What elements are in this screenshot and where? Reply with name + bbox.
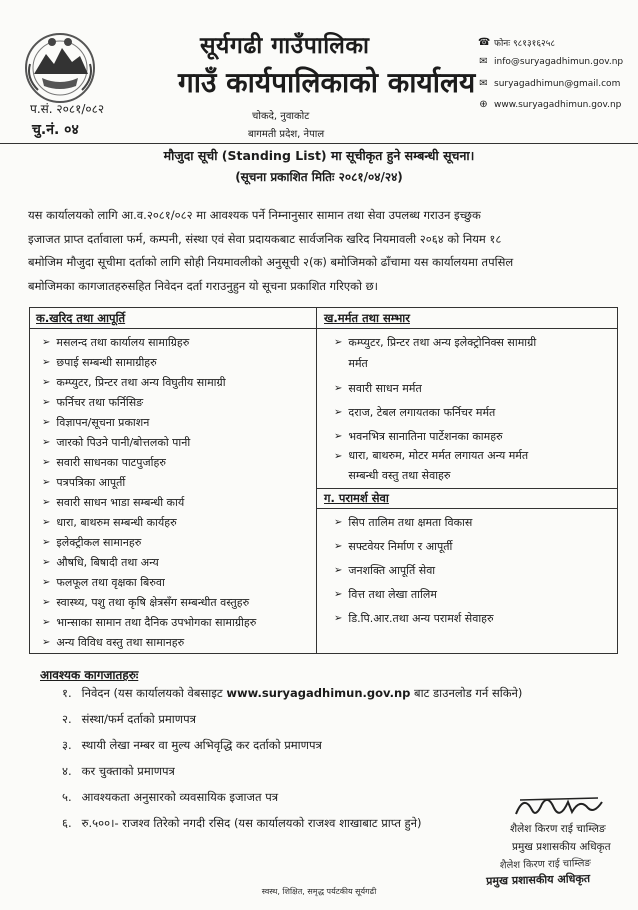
arrow-bullet-icon: ➢ (334, 541, 343, 552)
arrow-bullet-icon: ➢ (42, 597, 51, 608)
list-item: ➢ भान्साका सामान तथा दैनिक उपभोगका सामाग्रीहरु (42, 612, 256, 633)
list-item: ➢ अन्य विविध वस्तु तथा सामानहरु (42, 632, 184, 653)
list-item: ➢ जारको पिउने पानी/बोत्तलको पानी (42, 432, 190, 453)
notice-intro (28, 204, 618, 298)
document-item: ४. कर चुक्ताको प्रमाणपत्र (62, 764, 175, 778)
official-stamp: शैलेश किरण राई चाम्लिङ प्रमुख प्रशासकीय अधिकृत (486, 857, 591, 888)
arrow-bullet-icon: ➢ (42, 637, 51, 648)
table-section-divider (316, 488, 617, 489)
address-line-1: चोकदे, नुवाकोट (252, 111, 310, 122)
list-item: ➢ धारा, बाथरुम सम्बन्धी कार्यहरु (42, 512, 177, 533)
list-item: ➢ मसलन्द तथा कार्यालय सामाग्रिहरु (42, 332, 189, 353)
section-heading-consulting: ग. परामर्श सेवा (324, 491, 389, 505)
municipality-name: सूर्यगढी गाउँपालिका (200, 33, 370, 59)
signatory-name: शैलेश किरण राई चाम्लिङ (510, 823, 606, 835)
contact-website[interactable]: ⊕ www.suryagadhimun.gov.np (479, 99, 622, 110)
category-table (29, 307, 618, 654)
phone-icon: ☎ (478, 37, 491, 48)
table-section-divider (316, 508, 617, 509)
list-item: ➢ सवारी साधन भाडा सम्बन्धी कार्य (42, 492, 184, 513)
documents-heading: आवश्यक कागजातहरुः (40, 668, 139, 682)
arrow-bullet-icon: ➢ (334, 337, 343, 348)
footer-slogan: स्वस्थ, शिक्षित, समृद्ध पर्यटकीय सूर्यगढी (261, 887, 377, 896)
arrow-bullet-icon: ➢ (42, 457, 51, 468)
website-link[interactable]: www.suryagadhimun.gov.np (226, 686, 411, 700)
list-item: ➢ दराज, टेबल लगायतका फर्निचर मर्मत (334, 402, 495, 423)
arrow-bullet-icon: ➢ (334, 407, 343, 418)
arrow-bullet-icon: ➢ (42, 497, 51, 508)
arrow-bullet-icon: ➢ (334, 431, 343, 442)
list-item: ➢ जनशक्ति आपूर्ति सेवा (334, 560, 435, 581)
arrow-bullet-icon: ➢ (334, 565, 343, 576)
reference-number: प.सं. २०८१/०८२ (30, 102, 105, 116)
list-item: ➢ कम्प्युटर, प्रिन्टर तथा अन्य विघुतीय सामाग्री (42, 372, 226, 393)
arrow-bullet-icon: ➢ (42, 537, 51, 548)
header-divider (0, 143, 638, 144)
arrow-bullet-icon: ➢ (334, 613, 343, 624)
arrow-bullet-icon: ➢ (42, 437, 51, 448)
arrow-bullet-icon: ➢ (42, 557, 51, 568)
notice-title: मौजुदा सूची (Standing List) मा सूचीकृत हुने सम्बन्धी सूचना। (163, 148, 475, 163)
arrow-bullet-icon: ➢ (42, 337, 51, 348)
list-item: ➢ औषधि, बिषादी तथा अन्य (42, 552, 159, 573)
table-column-divider (316, 308, 317, 653)
list-item: ➢ कम्प्युटर, प्रिन्टर तथा अन्य इलेक्ट्रोनिक्स सामाग्री मर्मत (334, 332, 610, 374)
arrow-bullet-icon: ➢ (42, 577, 51, 588)
intro-line: यस कार्यालयको लागि आ.व.२०८१/०८२ मा आवश्यक पर्ने निम्नानुसार सामान तथा सेवा उपलब्ध गराउन इच्छुक (28, 208, 481, 222)
intro-line: बमोजिमका कागजातहरुसहित निवेदन दर्ता गराउनुहुन यो सूचना प्रकाशित गरिएको छ। (28, 278, 379, 293)
list-item: ➢ छपाई सम्बन्धी सामाग्रीहरु (42, 352, 157, 373)
contact-email-1[interactable]: ✉ info@suryagadhimun.gov.np (479, 56, 624, 67)
list-item: ➢ धारा, बाथरुम, मोटर मर्मत लगायत अन्य मर्मत सम्बन्धी वस्तु तथा सेवाहरु (334, 446, 610, 486)
document-item: ६. रु.५००।- राजश्व तिरेको नगदी रसिद (यस कार्यालयको राजश्व शाखाबाट प्राप्त हुने) (62, 816, 422, 830)
list-item: ➢ डि.पि.आर.तथा अन्य परामर्श सेवाहरु (334, 608, 494, 629)
document-item: २. संस्था/फर्म दर्ताको प्रमाणपत्र (62, 712, 196, 726)
list-item: ➢ इलेक्ट्रीकल सामानहरु (42, 532, 141, 553)
email-icon: ✉ (479, 56, 488, 67)
arrow-bullet-icon: ➢ (42, 417, 51, 428)
list-item: ➢ पत्रपत्रिका आपूर्ती (42, 472, 125, 493)
table-header-divider (30, 328, 617, 329)
email-icon: ✉ (479, 78, 488, 89)
arrow-bullet-icon: ➢ (42, 517, 51, 528)
office-name: गाउँ कार्यपालिकाको कार्यालय (178, 66, 476, 99)
contact-email-2[interactable]: ✉ suryagadhimun@gmail.com (479, 78, 621, 89)
dispatch-number: चु.नं. ०४ (32, 122, 79, 138)
section-heading-purchase: क.खरिद तथा आपूर्ति (36, 311, 126, 325)
arrow-bullet-icon: ➢ (334, 589, 343, 600)
section-heading-repair: ख.मर्मत तथा सम्भार (324, 311, 410, 325)
list-item: ➢ सवारी साधनका पाटपुर्जाहरु (42, 452, 166, 473)
document-item: ३. स्थायी लेखा नम्बर वा मुल्य अभिवृद्धि कर दर्ताको प्रमाणपत्र (62, 738, 322, 752)
arrow-bullet-icon: ➢ (42, 357, 51, 368)
arrow-bullet-icon: ➢ (334, 451, 343, 462)
contact-phone: ☎ फोनः ९८१३१६२५८ (478, 37, 556, 49)
document-item: ५. आवश्यकता अनुसारको व्यवसायिक इजाजत पत्र (62, 790, 279, 804)
list-item: ➢ सफ्टवेयर निर्माण र आपूर्ती (334, 536, 452, 557)
notice-published-date: (सूचना प्रकाशित मितिः २०८१/०४/२४) (235, 170, 403, 184)
arrow-bullet-icon: ➢ (334, 517, 343, 528)
list-item: ➢ सिप तालिम तथा क्षमता विकास (334, 512, 472, 533)
list-item: ➢ फलफूल तथा वृक्षका बिरुवा (42, 572, 165, 593)
list-item: ➢ भवनभित्र सानातिना पार्टेशनका कामहरु (334, 426, 503, 447)
address-line-2: बागमती प्रदेश, नेपाल (248, 129, 325, 140)
list-item: ➢ विज्ञापन/सूचना प्रकाशन (42, 412, 149, 433)
arrow-bullet-icon: ➢ (42, 477, 51, 488)
intro-line: बमोजिम मौजुदा सूचीमा दर्ताको लागि सोही नियमावलीको अनुसूची २(क) बमोजिमको ढाँचामा यस कार्यालयमा तपसिल (28, 255, 514, 269)
list-item: ➢ स्वास्थ्य, पशु तथा कृषि क्षेत्रसँग सम्बन्धीत वस्तुहरु (42, 592, 249, 613)
globe-icon: ⊕ (479, 99, 488, 110)
arrow-bullet-icon: ➢ (42, 397, 51, 408)
signatory-title: प्रमुख प्रशासकीय अधिकृत (512, 841, 611, 853)
arrow-bullet-icon: ➢ (42, 617, 51, 628)
list-item: ➢ सवारी साधन मर्मत (334, 378, 422, 399)
arrow-bullet-icon: ➢ (334, 383, 343, 394)
document-item: १. निवेदन (यस कार्यालयको वेबसाइट www.suryagadhimun.gov.np बाट डाउनलोड गर्न सकिने) (62, 686, 523, 700)
intro-line: इजाजत प्राप्त दर्तावाला फर्म, कम्पनी, संस्था एवं सेवा प्रदायकबाट सार्वजनिक खरिद नियमावली २०६४ को नियम १८ (28, 231, 502, 246)
arrow-bullet-icon: ➢ (42, 377, 51, 388)
handwritten-signature (510, 790, 606, 824)
list-item: ➢ फर्निचर तथा फर्निसिङ (42, 392, 143, 413)
nepal-emblem-logo (20, 28, 100, 106)
list-item: ➢ वित्त तथा लेखा तालिम (334, 584, 437, 605)
